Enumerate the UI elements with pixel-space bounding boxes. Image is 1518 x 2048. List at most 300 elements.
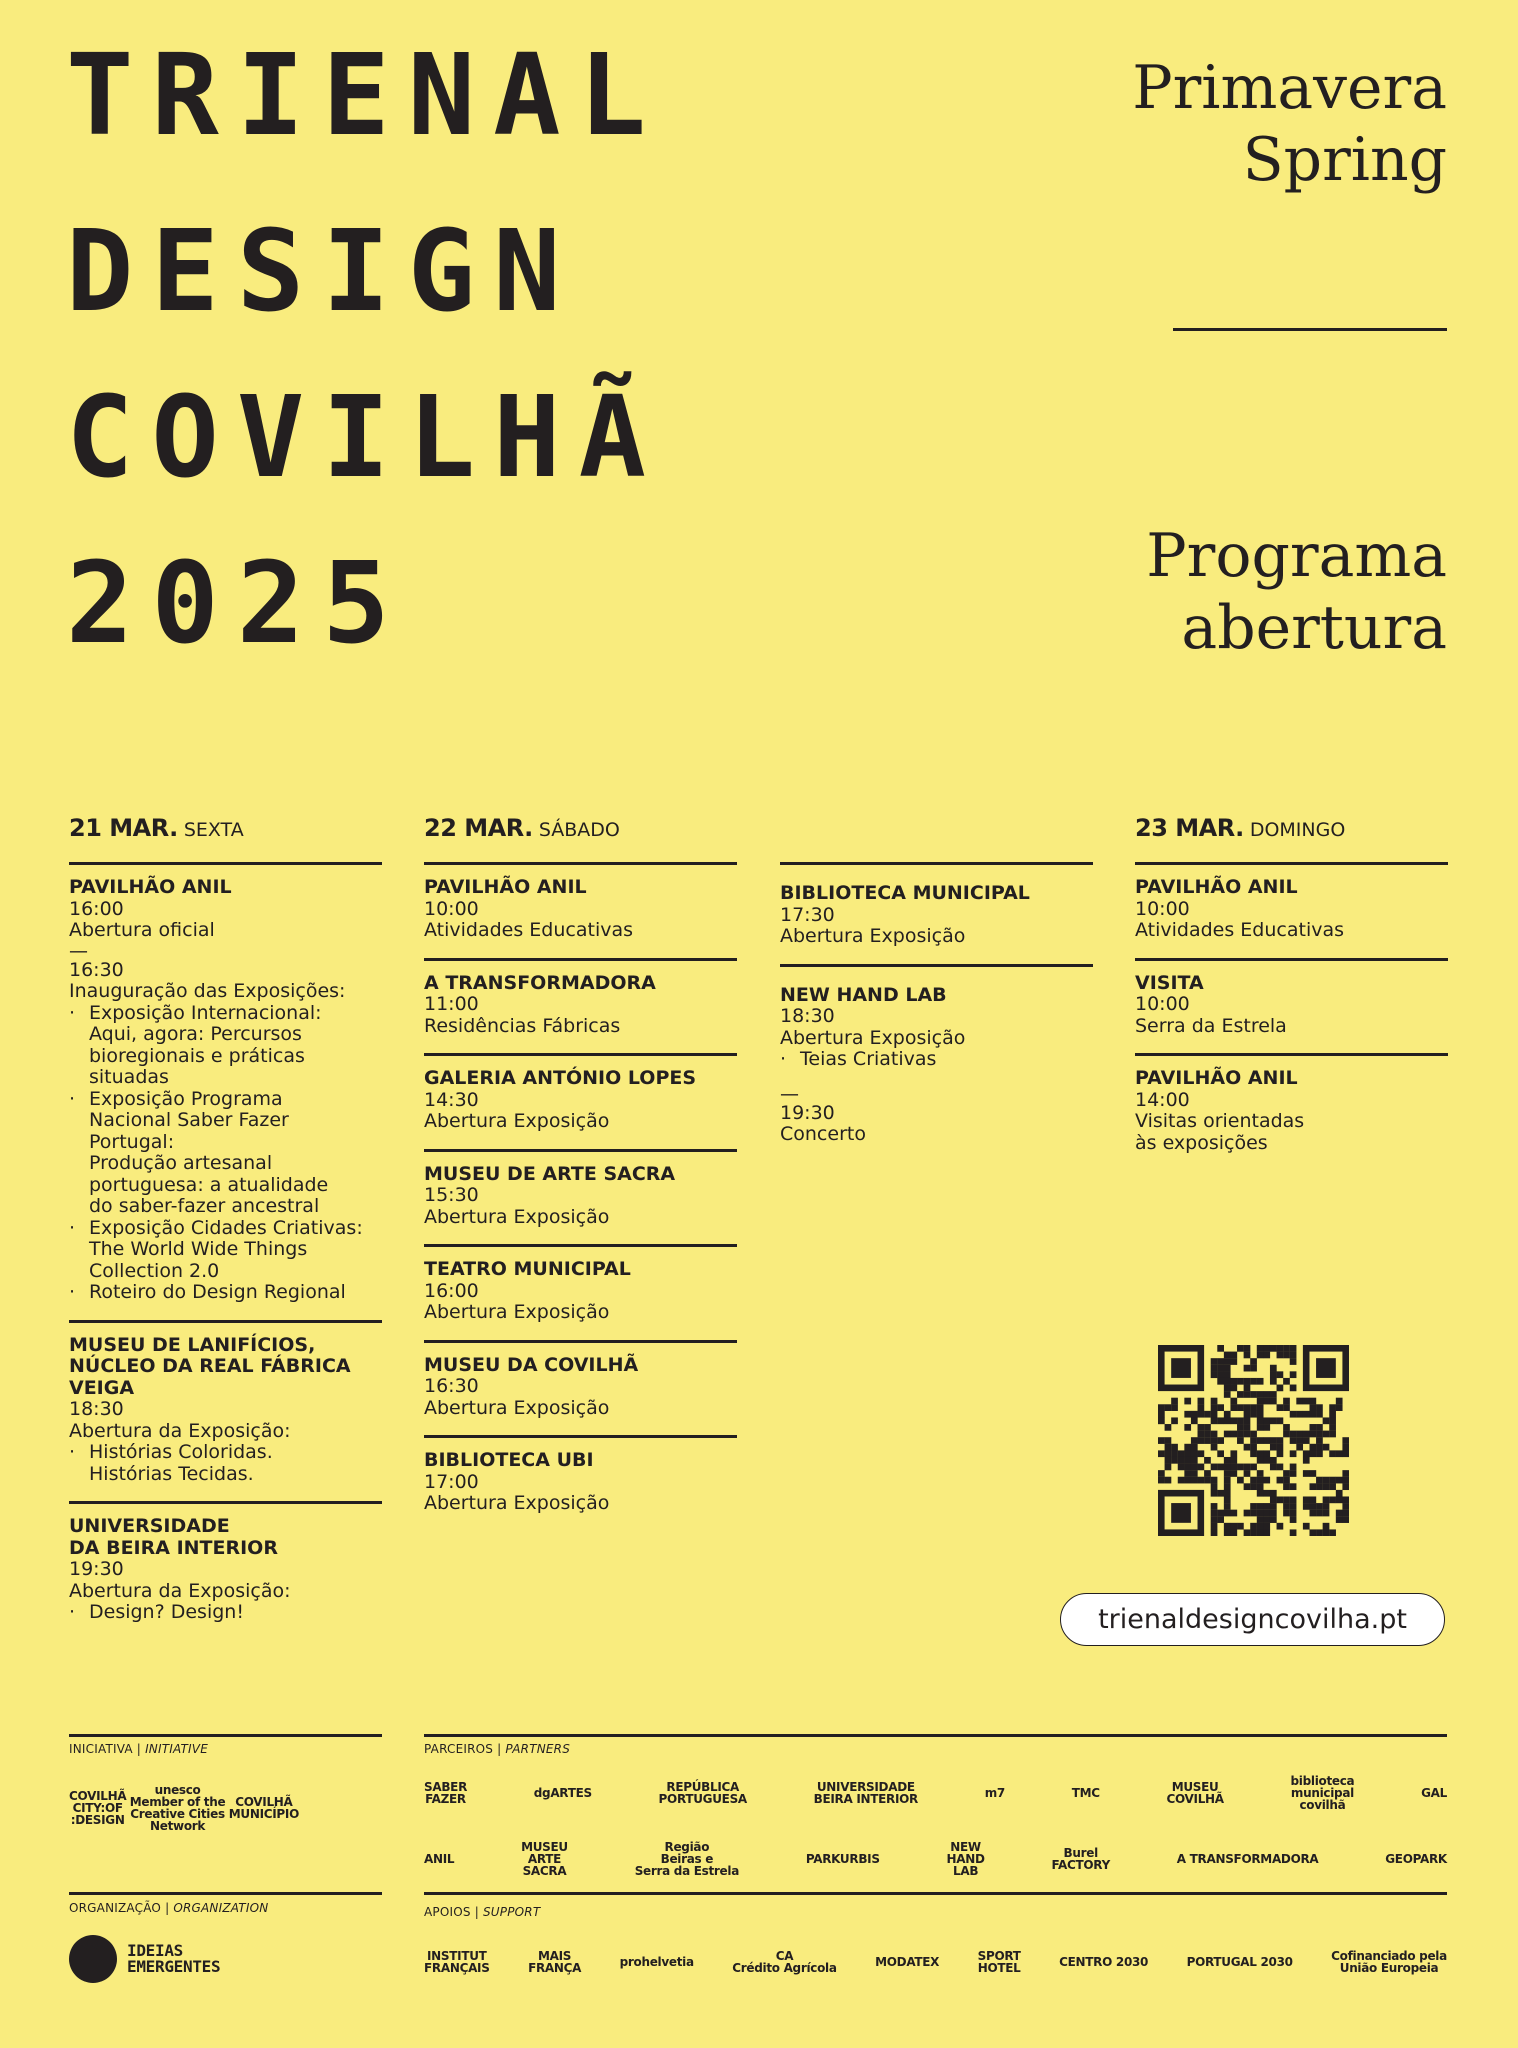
qr-module <box>1224 1483 1231 1490</box>
qr-module <box>1198 1450 1205 1457</box>
partner-logo: Região Beiras e Serra da Estrela <box>634 1840 739 1878</box>
qr-module <box>1263 1450 1270 1457</box>
label-pt: APOIOS <box>424 1905 471 1919</box>
qr-module <box>1263 1457 1270 1464</box>
festival-title <box>66 31 665 669</box>
qr-module <box>1303 1503 1310 1510</box>
qr-module <box>1211 1529 1218 1536</box>
qr-module <box>1323 1503 1330 1510</box>
qr-module <box>1224 1470 1231 1477</box>
qr-module <box>1165 1404 1172 1411</box>
qr-module <box>1323 1417 1330 1424</box>
qr-module <box>1270 1496 1277 1503</box>
qr-module <box>1224 1496 1231 1503</box>
qr-module <box>1198 1411 1205 1418</box>
weekday: SÁBADO <box>538 819 620 841</box>
qr-module <box>1165 1450 1172 1457</box>
qr-module <box>1316 1431 1323 1438</box>
qr-module <box>1211 1365 1218 1372</box>
qr-module <box>1290 1352 1297 1359</box>
qr-module <box>1230 1510 1237 1517</box>
bullet-icon: · <box>69 1087 76 1110</box>
event-entry <box>424 1244 737 1340</box>
partner-logo: NEW HAND LAB <box>946 1840 985 1878</box>
qr-module <box>1198 1437 1205 1444</box>
venue-name: BIBLIOTECA MUNICIPAL <box>780 882 1030 904</box>
qr-module <box>1211 1398 1218 1405</box>
partner-logo: Cofinanciado pela União Europeia <box>1331 1949 1447 1975</box>
date-header <box>780 818 1093 862</box>
qr-module <box>1224 1358 1231 1365</box>
qr-module <box>1290 1516 1297 1523</box>
partner-logo: PORTUGAL 2030 <box>1186 1955 1293 1969</box>
event-description: Visitas orientadas <box>1135 1110 1305 1132</box>
qr-module <box>1316 1477 1323 1484</box>
bullet-text <box>89 1442 273 1485</box>
event-time: 14:30 <box>424 1088 479 1111</box>
qr-module <box>1290 1385 1297 1392</box>
qr-module <box>1184 1457 1191 1464</box>
qr-module <box>1165 1444 1172 1451</box>
qr-module <box>1237 1477 1244 1484</box>
website-link[interactable]: trienaldesigncovilha.pt <box>1060 1593 1445 1646</box>
partner-logo: MUSEU ARTE SACRA <box>521 1840 568 1878</box>
qr-module <box>1329 1496 1336 1503</box>
qr-module <box>1211 1516 1218 1523</box>
qr-module <box>1224 1378 1231 1385</box>
qr-module <box>1323 1529 1330 1536</box>
partner-logo: PARKURBIS <box>805 1852 880 1866</box>
qr-module <box>1204 1431 1211 1438</box>
venue-name: VEIGA <box>69 1376 135 1399</box>
qr-module <box>1250 1450 1257 1457</box>
qr-module <box>1230 1450 1237 1457</box>
qr-module <box>1211 1490 1218 1497</box>
qr-module <box>1237 1523 1244 1530</box>
qr-module <box>1211 1371 1218 1378</box>
event-time: 17:30 <box>780 903 835 926</box>
bullet-icon: · <box>69 1281 76 1303</box>
season-en: Spring <box>1242 125 1447 195</box>
event-time: 16:30 <box>424 1375 479 1397</box>
qr-module <box>1158 1437 1165 1444</box>
qr-module <box>1290 1529 1297 1536</box>
qr-module <box>1250 1358 1257 1365</box>
partners-label: PARCEIROS | PARTNERS <box>424 1742 571 1756</box>
bullet-line: Produção artesanal <box>89 1152 273 1174</box>
qr-module <box>1323 1444 1330 1451</box>
qr-module <box>1329 1529 1336 1536</box>
qr-module <box>1217 1437 1224 1444</box>
season-heading <box>1132 52 1447 196</box>
qr-module <box>1250 1529 1257 1536</box>
qr-module <box>1290 1450 1297 1457</box>
event-time: 19:30 <box>69 1558 124 1580</box>
qr-module <box>1290 1510 1297 1517</box>
qr-module <box>1244 1391 1251 1398</box>
qr-module <box>1230 1464 1237 1471</box>
qr-module <box>1211 1523 1218 1530</box>
partner-logo: REPÚBLICA PORTUGUESA <box>658 1780 747 1806</box>
qr-module <box>1329 1404 1336 1411</box>
qr-module <box>1158 1404 1165 1411</box>
label-en: PARTNERS <box>505 1742 571 1756</box>
partner-logos-row <box>424 1770 1447 1816</box>
program-line: abertura <box>1181 593 1447 663</box>
qr-module <box>1237 1464 1244 1471</box>
partner-logo: MAIS FRANÇA <box>528 1949 582 1975</box>
qr-module <box>1230 1385 1237 1392</box>
qr-module <box>1270 1503 1277 1510</box>
qr-module <box>1237 1417 1244 1424</box>
qr-module <box>1204 1424 1211 1431</box>
qr-module <box>1158 1411 1165 1418</box>
date-header <box>69 814 382 862</box>
label-en: INITIATIVE <box>145 1742 208 1756</box>
qr-module <box>1283 1503 1290 1510</box>
qr-module <box>1250 1378 1257 1385</box>
qr-module <box>1217 1490 1224 1497</box>
program-heading <box>1146 520 1447 664</box>
event-entry <box>69 1320 382 1502</box>
qr-module <box>1303 1470 1310 1477</box>
qr-module <box>1277 1477 1284 1484</box>
partner-logo: unesco Member of the Creative Cities Network <box>129 1783 226 1833</box>
qr-module <box>1224 1464 1231 1471</box>
partner-logo: GAL <box>1421 1786 1447 1800</box>
qr-module <box>1290 1411 1297 1418</box>
day-column <box>780 818 1093 1162</box>
partner-logo: GEOPARK <box>1385 1852 1447 1866</box>
qr-module <box>1277 1450 1284 1457</box>
qr-module <box>1290 1437 1297 1444</box>
qr-module <box>1184 1477 1191 1484</box>
qr-module <box>1244 1483 1251 1490</box>
bullet-line: Histórias Tecidas. <box>89 1462 254 1485</box>
event-time: 10:00 <box>424 897 479 920</box>
qr-module <box>1336 1510 1343 1517</box>
bullet-icon: · <box>69 1601 76 1623</box>
bullet-line: do saber-fazer ancestral <box>89 1195 320 1217</box>
venue-name: BIBLIOTECA UBI <box>424 1449 594 1471</box>
qr-module <box>1244 1431 1251 1438</box>
qr-module <box>1316 1404 1323 1411</box>
qr-module <box>1204 1457 1211 1464</box>
bullet-line: Design? Design! <box>89 1601 244 1623</box>
partner-logo: COVILHÃ CITY:OF :DESIGN <box>69 1789 127 1827</box>
bullet-item <box>69 1218 382 1283</box>
qr-module <box>1283 1404 1290 1411</box>
qr-module <box>1211 1404 1218 1411</box>
event-entry <box>69 1501 382 1640</box>
qr-module <box>1277 1371 1284 1378</box>
divider <box>69 1892 382 1895</box>
qr-module <box>1283 1378 1290 1385</box>
qr-module <box>1336 1496 1343 1503</box>
qr-module <box>1329 1483 1336 1490</box>
qr-module <box>1211 1444 1218 1451</box>
qr-module <box>1283 1496 1290 1503</box>
qr-module <box>1296 1437 1303 1444</box>
qr-module <box>1290 1503 1297 1510</box>
qr-module <box>1316 1483 1323 1490</box>
qr-module <box>1309 1404 1316 1411</box>
qr-module <box>1270 1391 1277 1398</box>
qr-module <box>1211 1358 1218 1365</box>
qr-module <box>1309 1529 1316 1536</box>
bullet-text <box>89 1003 322 1089</box>
qr-module <box>1257 1490 1264 1497</box>
qr-module <box>1237 1391 1244 1398</box>
qr-module <box>1257 1510 1264 1517</box>
qr-module <box>1342 1483 1349 1490</box>
qr-module <box>1257 1398 1264 1405</box>
qr-module <box>1296 1411 1303 1418</box>
event-entry <box>424 1149 737 1245</box>
event-entry <box>1135 958 1448 1054</box>
qr-module <box>1230 1352 1237 1359</box>
partner-logo: CA Crédito Agrícola <box>732 1949 837 1975</box>
qr-module <box>1217 1417 1224 1424</box>
qr-module <box>1277 1385 1284 1392</box>
qr-module <box>1250 1444 1257 1451</box>
bullet-line: Teias Criativas <box>800 1048 937 1070</box>
qr-module <box>1250 1523 1257 1530</box>
qr-module <box>1303 1450 1310 1457</box>
event-time: 16:00 <box>69 897 124 920</box>
partner-logo: INSTITUT FRANÇAIS <box>424 1949 490 1975</box>
event-entry <box>69 862 382 1320</box>
qr-finder <box>1316 1358 1336 1378</box>
qr-module <box>1191 1417 1198 1424</box>
event-entry <box>424 862 737 958</box>
title-line: TRIENAL <box>66 31 665 161</box>
venue-name: NEW HAND LAB <box>780 983 947 1006</box>
qr-module <box>1171 1404 1178 1411</box>
qr-module <box>1244 1529 1251 1536</box>
weekday: DOMINGO <box>1249 819 1346 841</box>
qr-module <box>1184 1424 1191 1431</box>
qr-module <box>1244 1345 1251 1352</box>
qr-module <box>1277 1352 1284 1359</box>
qr-module <box>1244 1417 1251 1424</box>
qr-module <box>1323 1496 1330 1503</box>
qr-module <box>1342 1510 1349 1517</box>
qr-module <box>1257 1529 1264 1536</box>
event-time: 16:00 <box>424 1279 479 1302</box>
support-label: APOIOS | SUPPORT <box>424 1905 541 1919</box>
event-time: 10:00 <box>1135 993 1190 1015</box>
bullet-line: bioregionais e práticas <box>89 1044 305 1067</box>
event-description: Abertura Exposição <box>424 1396 610 1419</box>
qr-module <box>1184 1464 1191 1471</box>
qr-module <box>1336 1398 1343 1405</box>
event-description: Abertura Exposição <box>780 1026 966 1049</box>
day-column <box>69 814 382 1640</box>
venue-name: MUSEU DA COVILHÃ <box>424 1353 639 1376</box>
qr-module <box>1290 1464 1297 1471</box>
qr-code[interactable] <box>1158 1345 1349 1536</box>
title-line: 2025 <box>66 539 408 669</box>
qr-module <box>1309 1483 1316 1490</box>
bullet-icon: · <box>780 1048 787 1070</box>
qr-module <box>1303 1411 1310 1418</box>
qr-module <box>1283 1352 1290 1359</box>
qr-module <box>1230 1431 1237 1438</box>
qr-module <box>1263 1424 1270 1431</box>
event-description: Abertura Exposição <box>424 1205 610 1228</box>
qr-module <box>1323 1510 1330 1517</box>
qr-module <box>1224 1529 1231 1536</box>
qr-module <box>1283 1477 1290 1484</box>
qr-module <box>1224 1503 1231 1510</box>
event-entry <box>424 1340 737 1436</box>
qr-module <box>1290 1483 1297 1490</box>
qr-module <box>1224 1510 1231 1517</box>
qr-module <box>1250 1391 1257 1398</box>
venue-name: PAVILHÃO ANIL <box>69 876 232 898</box>
bullet-line: situadas <box>89 1066 169 1088</box>
event-entry <box>780 862 1093 964</box>
qr-module <box>1250 1431 1257 1438</box>
qr-module <box>1198 1398 1205 1405</box>
qr-module <box>1336 1477 1343 1484</box>
event-description: Serra da Estrela <box>1135 1014 1287 1037</box>
qr-module <box>1342 1450 1349 1457</box>
qr-module <box>1204 1470 1211 1477</box>
bullet-text <box>89 1089 328 1218</box>
partner-logo: dgARTES <box>533 1786 592 1800</box>
qr-module <box>1198 1431 1205 1438</box>
qr-module <box>1277 1437 1284 1444</box>
initiative-label: INICIATIVA | INITIATIVE <box>69 1742 208 1756</box>
qr-module <box>1329 1411 1336 1418</box>
event-description: Concerto <box>780 1123 866 1145</box>
qr-module <box>1250 1503 1257 1510</box>
qr-module <box>1277 1417 1284 1424</box>
qr-module <box>1290 1470 1297 1477</box>
qr-module <box>1309 1470 1316 1477</box>
qr-module <box>1191 1444 1198 1451</box>
bullet-item <box>69 1282 382 1304</box>
qr-module <box>1171 1457 1178 1464</box>
bullet-icon: · <box>69 1216 76 1239</box>
program-line: Programa <box>1146 521 1447 591</box>
event-description: Residências Fábricas <box>424 1014 621 1037</box>
qr-module <box>1184 1411 1191 1418</box>
qr-module <box>1257 1345 1264 1352</box>
qr-module <box>1244 1352 1251 1359</box>
date: 22 MAR. <box>424 814 533 842</box>
qr-module <box>1277 1523 1284 1530</box>
partner-logo: prohelvetia <box>619 1955 694 1969</box>
qr-module <box>1257 1450 1264 1457</box>
qr-module <box>1316 1529 1323 1536</box>
divider <box>424 1892 1447 1895</box>
qr-module <box>1257 1391 1264 1398</box>
event-time: 17:00 <box>424 1470 479 1493</box>
qr-module <box>1263 1516 1270 1523</box>
partner-logo: UNIVERSIDADE BEIRA INTERIOR <box>813 1780 918 1806</box>
qr-module <box>1283 1483 1290 1490</box>
bullet-icon: · <box>69 1001 76 1024</box>
qr-module <box>1283 1345 1290 1352</box>
qr-module <box>1329 1431 1336 1438</box>
bullet-line: Aqui, agora: Percursos <box>89 1023 302 1045</box>
qr-module <box>1257 1424 1264 1431</box>
event-description: Atividades Educativas <box>424 919 634 941</box>
qr-module <box>1270 1378 1277 1385</box>
day-column <box>1135 814 1448 1170</box>
qr-module <box>1263 1503 1270 1510</box>
separator: — <box>69 939 88 962</box>
qr-module <box>1329 1477 1336 1484</box>
qr-module <box>1277 1404 1284 1411</box>
qr-module <box>1224 1490 1231 1497</box>
qr-module <box>1224 1385 1231 1392</box>
bullet-line: The World Wide Things <box>89 1238 308 1260</box>
qr-module <box>1244 1470 1251 1477</box>
qr-module <box>1237 1404 1244 1411</box>
qr-module <box>1178 1464 1185 1471</box>
partner-logos-row <box>424 1836 1447 1882</box>
qr-module <box>1316 1424 1323 1431</box>
bullet-line: Exposição Programa <box>89 1087 283 1110</box>
logo-text: IDEIAS EMERGENTES <box>127 1941 221 1976</box>
qr-module <box>1244 1385 1251 1392</box>
qr-module <box>1237 1431 1244 1438</box>
qr-module <box>1263 1437 1270 1444</box>
qr-module <box>1230 1470 1237 1477</box>
qr-module <box>1309 1496 1316 1503</box>
qr-module <box>1336 1404 1343 1411</box>
qr-module <box>1158 1470 1165 1477</box>
qr-module <box>1290 1371 1297 1378</box>
qr-module <box>1191 1450 1198 1457</box>
qr-module <box>1309 1411 1316 1418</box>
bullet-text <box>89 1602 244 1624</box>
qr-module <box>1217 1365 1224 1372</box>
event-description: Abertura Exposição <box>780 925 966 947</box>
qr-module <box>1316 1444 1323 1451</box>
qr-module <box>1270 1398 1277 1405</box>
qr-module <box>1270 1371 1277 1378</box>
qr-module <box>1316 1503 1323 1510</box>
qr-module <box>1178 1477 1185 1484</box>
bullet-line: Exposição Cidades Criativas: <box>89 1216 363 1239</box>
qr-module <box>1237 1378 1244 1385</box>
venue-name: PAVILHÃO ANIL <box>424 876 587 898</box>
qr-module <box>1165 1457 1172 1464</box>
qr-module <box>1198 1477 1205 1484</box>
qr-module <box>1309 1398 1316 1405</box>
qr-module <box>1329 1424 1336 1431</box>
qr-module <box>1184 1398 1191 1405</box>
qr-module <box>1244 1464 1251 1471</box>
event-time: 11:00 <box>424 993 479 1015</box>
qr-module <box>1224 1477 1231 1484</box>
partner-logo: biblioteca municipal covilhã <box>1290 1774 1355 1812</box>
qr-module <box>1250 1477 1257 1484</box>
qr-module <box>1316 1437 1323 1444</box>
qr-module <box>1217 1450 1224 1457</box>
event-description: Abertura da Exposição: <box>69 1579 291 1602</box>
bullet-line: Histórias Coloridas. <box>89 1441 273 1463</box>
label-pt: PARCEIROS <box>424 1742 494 1756</box>
qr-module <box>1158 1417 1165 1424</box>
qr-module <box>1290 1358 1297 1365</box>
qr-module <box>1217 1464 1224 1471</box>
